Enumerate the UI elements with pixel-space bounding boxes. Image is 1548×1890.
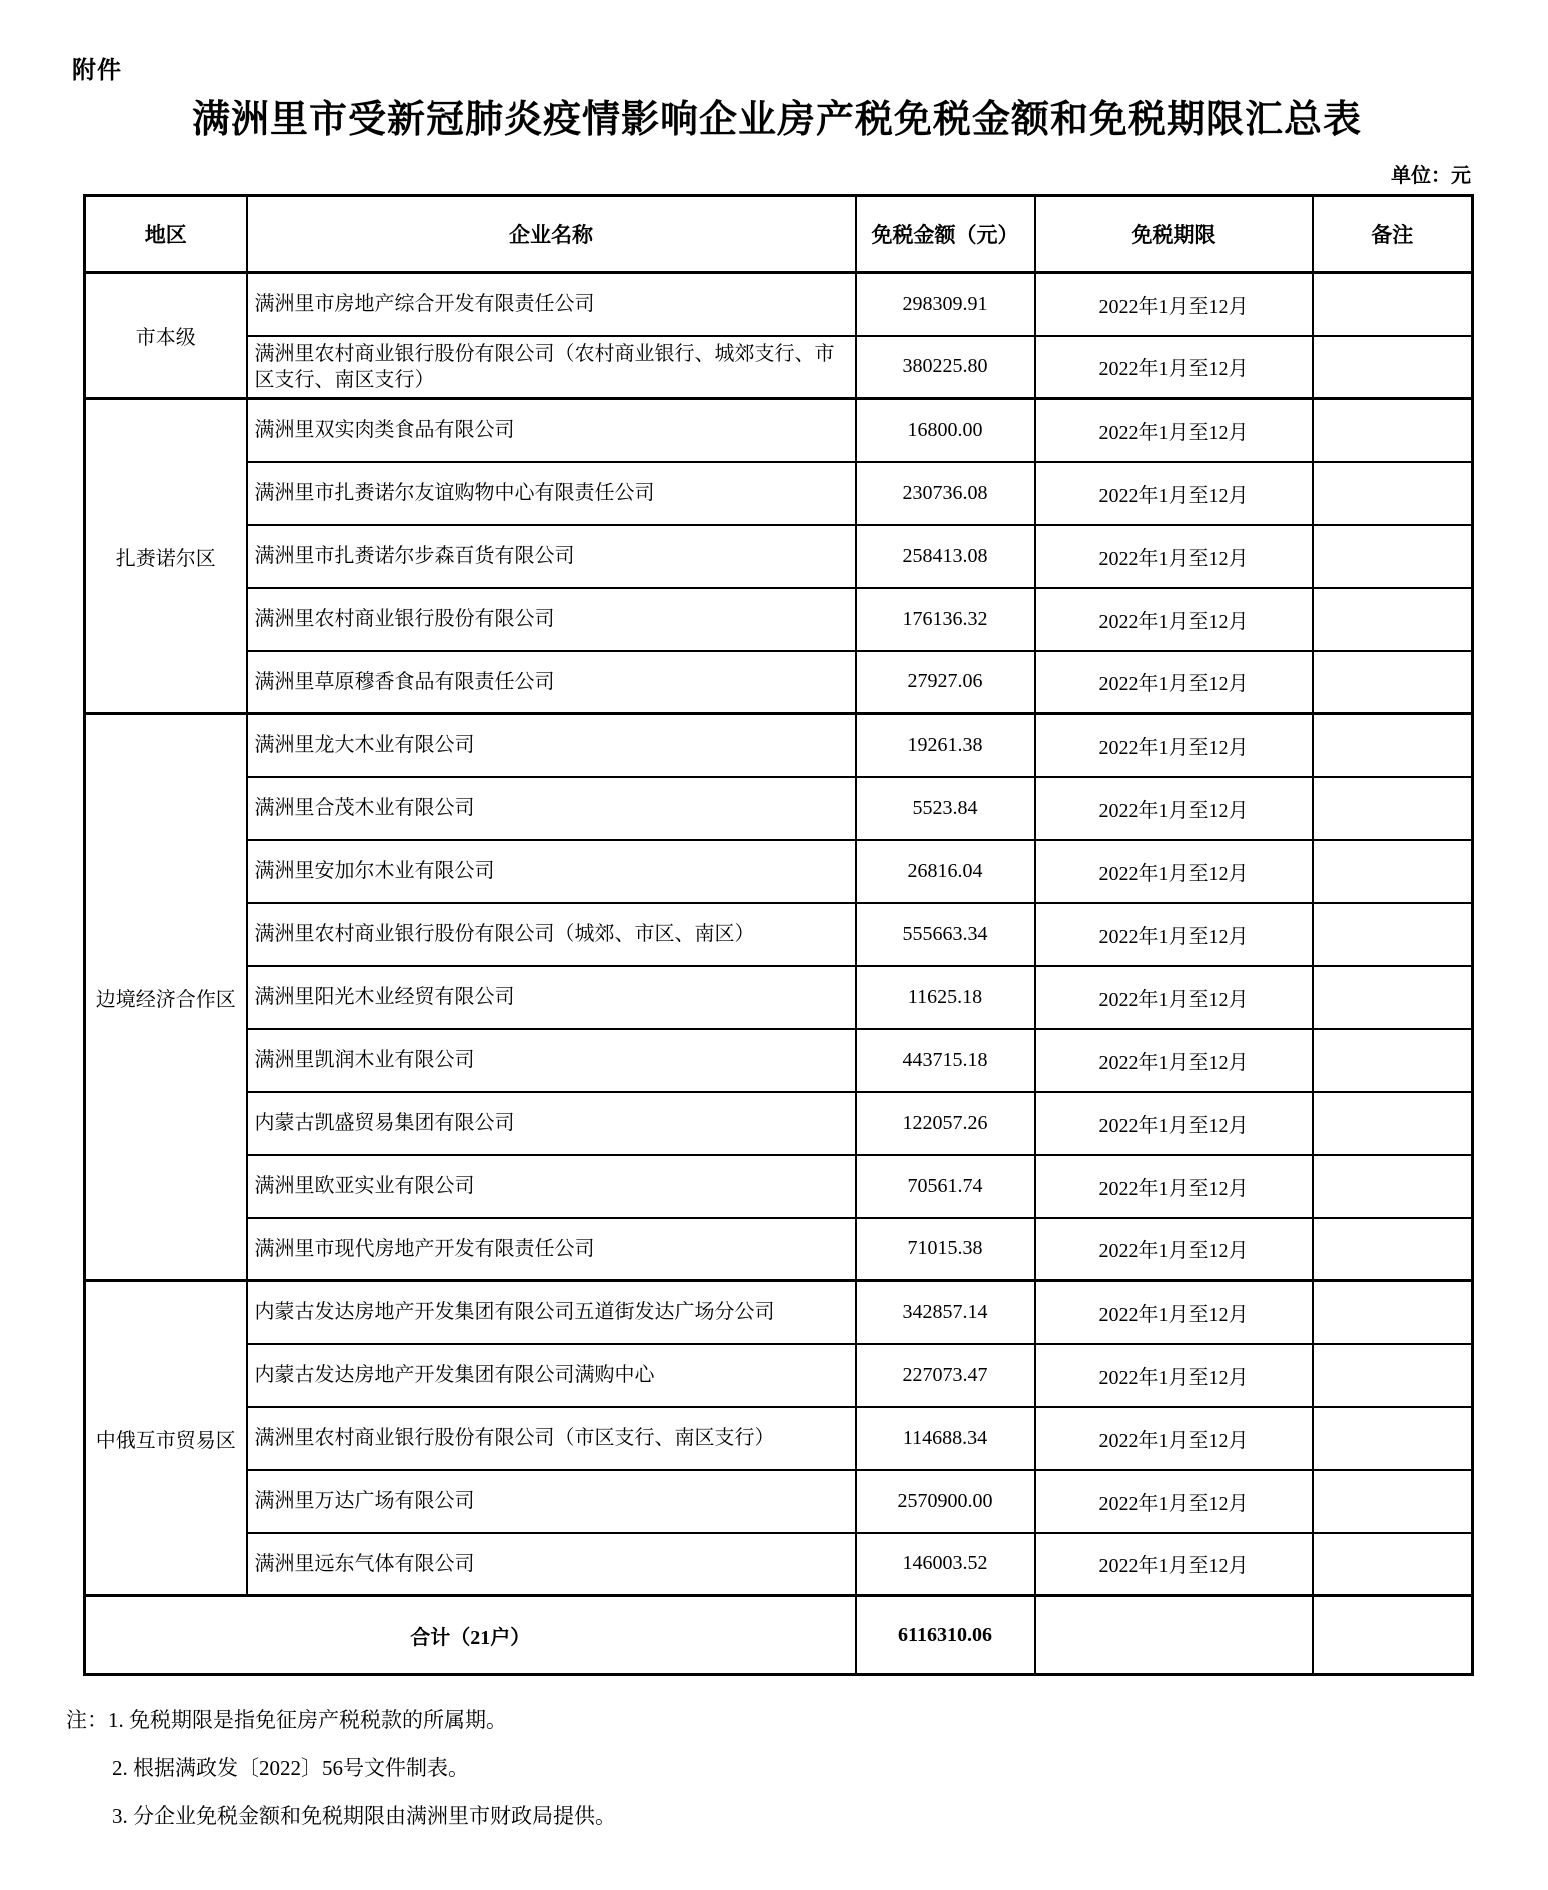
- note-text: 1. 免税期限是指免征房产税税款的所属期。: [108, 1708, 507, 1732]
- table-row: [85, 525, 1473, 588]
- table-row: [85, 1218, 1473, 1281]
- table-row: [85, 1533, 1473, 1596]
- remark-cell: [1313, 1281, 1473, 1344]
- period-cell: 2022年1月至12月: [1035, 588, 1313, 651]
- note-line: [66, 1696, 1548, 1744]
- amount-cell: 27927.06: [856, 651, 1035, 714]
- amount-cell: 230736.08: [856, 462, 1035, 525]
- remark-cell: [1313, 1155, 1473, 1218]
- amount-cell: 5523.84: [856, 777, 1035, 840]
- remark-cell: [1313, 840, 1473, 903]
- note-prefix: 注：: [66, 1708, 108, 1732]
- company-cell: 满洲里市房地产综合开发有限责任公司: [247, 273, 856, 336]
- table-row: [85, 273, 1473, 336]
- page-title: 满洲里市受新冠肺炎疫情影响企业房产税免税金额和免税期限汇总表: [191, 99, 1362, 141]
- region-cell: 边境经济合作区: [85, 714, 247, 1281]
- region-cell: 中俄互市贸易区: [85, 1281, 247, 1596]
- remark-cell: [1313, 1218, 1473, 1281]
- period-cell: 2022年1月至12月: [1035, 1029, 1313, 1092]
- amount-cell: 11625.18: [856, 966, 1035, 1029]
- header-company: 企业名称: [247, 196, 856, 273]
- amount-cell: 380225.80: [856, 336, 1035, 399]
- company-cell: 满洲里农村商业银行股份有限公司: [247, 588, 856, 651]
- company-cell: 满洲里草原穆香食品有限责任公司: [247, 651, 856, 714]
- amount-cell: 443715.18: [856, 1029, 1035, 1092]
- table-row: [85, 966, 1473, 1029]
- period-cell: 2022年1月至12月: [1035, 1533, 1313, 1596]
- table-row: [85, 714, 1473, 777]
- period-cell: 2022年1月至12月: [1035, 903, 1313, 966]
- table-row: [85, 1407, 1473, 1470]
- table-row: [85, 588, 1473, 651]
- company-cell: 满洲里远东气体有限公司: [247, 1533, 856, 1596]
- remark-cell: [1313, 777, 1473, 840]
- period-cell: 2022年1月至12月: [1035, 462, 1313, 525]
- amount-cell: 176136.32: [856, 588, 1035, 651]
- company-cell: 内蒙古发达房地产开发集团有限公司满购中心: [247, 1344, 856, 1407]
- period-cell: 2022年1月至12月: [1035, 525, 1313, 588]
- company-cell: 满洲里欧亚实业有限公司: [247, 1155, 856, 1218]
- amount-cell: 298309.91: [856, 273, 1035, 336]
- amount-cell: 19261.38: [856, 714, 1035, 777]
- amount-cell: 146003.52: [856, 1533, 1035, 1596]
- amount-cell: 122057.26: [856, 1092, 1035, 1155]
- amount-cell: 16800.00: [856, 399, 1035, 462]
- remark-cell: [1313, 966, 1473, 1029]
- amount-cell: 555663.34: [856, 903, 1035, 966]
- period-cell: 2022年1月至12月: [1035, 1281, 1313, 1344]
- company-cell: 满洲里万达广场有限公司: [247, 1470, 856, 1533]
- table-row: [85, 651, 1473, 714]
- amount-cell: 26816.04: [856, 840, 1035, 903]
- company-cell: 满洲里阳光木业经贸有限公司: [247, 966, 856, 1029]
- company-cell: 满洲里农村商业银行股份有限公司（市区支行、南区支行）: [247, 1407, 856, 1470]
- table-row: [85, 1344, 1473, 1407]
- company-cell: 内蒙古发达房地产开发集团有限公司五道街发达广场分公司: [247, 1281, 856, 1344]
- table-row: [85, 399, 1473, 462]
- company-cell: 满洲里龙大木业有限公司: [247, 714, 856, 777]
- period-cell: 2022年1月至12月: [1035, 651, 1313, 714]
- remark-cell: [1313, 1029, 1473, 1092]
- company-cell: 满洲里合茂木业有限公司: [247, 777, 856, 840]
- amount-cell: 227073.47: [856, 1344, 1035, 1407]
- period-cell: 2022年1月至12月: [1035, 714, 1313, 777]
- remark-cell: [1313, 1533, 1473, 1596]
- amount-cell: 342857.14: [856, 1281, 1035, 1344]
- period-cell: 2022年1月至12月: [1035, 399, 1313, 462]
- amount-cell: 71015.38: [856, 1218, 1035, 1281]
- period-cell: 2022年1月至12月: [1035, 840, 1313, 903]
- total-amount: 6116310.06: [856, 1596, 1035, 1675]
- remark-cell: [1313, 525, 1473, 588]
- remark-cell: [1313, 714, 1473, 777]
- table-row: [85, 840, 1473, 903]
- amount-cell: 114688.34: [856, 1407, 1035, 1470]
- company-cell: 满洲里农村商业银行股份有限公司（农村商业银行、城郊支行、市区支行、南区支行）: [247, 336, 856, 399]
- table-row: [85, 1281, 1473, 1344]
- amount-cell: 258413.08: [856, 525, 1035, 588]
- company-cell: 满洲里凯润木业有限公司: [247, 1029, 856, 1092]
- table-row: [85, 1470, 1473, 1533]
- amount-cell: 2570900.00: [856, 1470, 1035, 1533]
- header-remark: 备注: [1313, 196, 1473, 273]
- amount-cell: 70561.74: [856, 1155, 1035, 1218]
- company-cell: 内蒙古凯盛贸易集团有限公司: [247, 1092, 856, 1155]
- company-cell: 满洲里市现代房地产开发有限责任公司: [247, 1218, 856, 1281]
- total-remark: [1313, 1596, 1473, 1675]
- table-row: [85, 1029, 1473, 1092]
- table-row: [85, 1092, 1473, 1155]
- table-row: [85, 336, 1473, 399]
- header-amount: 免税金额（元）: [856, 196, 1035, 273]
- total-row: [85, 1596, 1473, 1675]
- company-cell: 满洲里市扎赉诺尔友谊购物中心有限责任公司: [247, 462, 856, 525]
- notes-section: [66, 1696, 1548, 1840]
- attachment-label: 附件: [72, 58, 122, 84]
- period-cell: 2022年1月至12月: [1035, 1407, 1313, 1470]
- total-period: [1035, 1596, 1313, 1675]
- note-line: 2. 根据满政发〔2022〕56号文件制表。: [112, 1756, 469, 1780]
- period-cell: 2022年1月至12月: [1035, 1218, 1313, 1281]
- period-cell: 2022年1月至12月: [1035, 966, 1313, 1029]
- company-cell: 满洲里市扎赉诺尔步森百货有限公司: [247, 525, 856, 588]
- table-row: [85, 1155, 1473, 1218]
- header-period: 免税期限: [1035, 196, 1313, 273]
- remark-cell: [1313, 1344, 1473, 1407]
- remark-cell: [1313, 1470, 1473, 1533]
- period-cell: 2022年1月至12月: [1035, 273, 1313, 336]
- remark-cell: [1313, 903, 1473, 966]
- header-row: [85, 196, 1473, 273]
- period-cell: 2022年1月至12月: [1035, 1155, 1313, 1218]
- company-cell: 满洲里安加尔木业有限公司: [247, 840, 856, 903]
- region-cell: 市本级: [85, 273, 247, 399]
- remark-cell: [1313, 336, 1473, 399]
- period-cell: 2022年1月至12月: [1035, 1344, 1313, 1407]
- company-cell: 满洲里双实肉类食品有限公司: [247, 399, 856, 462]
- remark-cell: [1313, 1407, 1473, 1470]
- remark-cell: [1313, 462, 1473, 525]
- header-region: 地区: [85, 196, 247, 273]
- table-row: [85, 462, 1473, 525]
- company-cell: 满洲里农村商业银行股份有限公司（城郊、市区、南区）: [247, 903, 856, 966]
- period-cell: 2022年1月至12月: [1035, 777, 1313, 840]
- note-line: 3. 分企业免税金额和免税期限由满洲里市财政局提供。: [112, 1804, 616, 1828]
- table-row: [85, 903, 1473, 966]
- period-cell: 2022年1月至12月: [1035, 336, 1313, 399]
- remark-cell: [1313, 1092, 1473, 1155]
- unit-label: 单位：元: [1391, 165, 1471, 187]
- remark-cell: [1313, 399, 1473, 462]
- remark-cell: [1313, 651, 1473, 714]
- remark-cell: [1313, 273, 1473, 336]
- period-cell: 2022年1月至12月: [1035, 1092, 1313, 1155]
- period-cell: 2022年1月至12月: [1035, 1470, 1313, 1533]
- total-label: 合计（21户）: [85, 1596, 856, 1675]
- remark-cell: [1313, 588, 1473, 651]
- table-row: [85, 777, 1473, 840]
- region-cell: 扎赉诺尔区: [85, 399, 247, 714]
- summary-table: [83, 194, 1474, 1676]
